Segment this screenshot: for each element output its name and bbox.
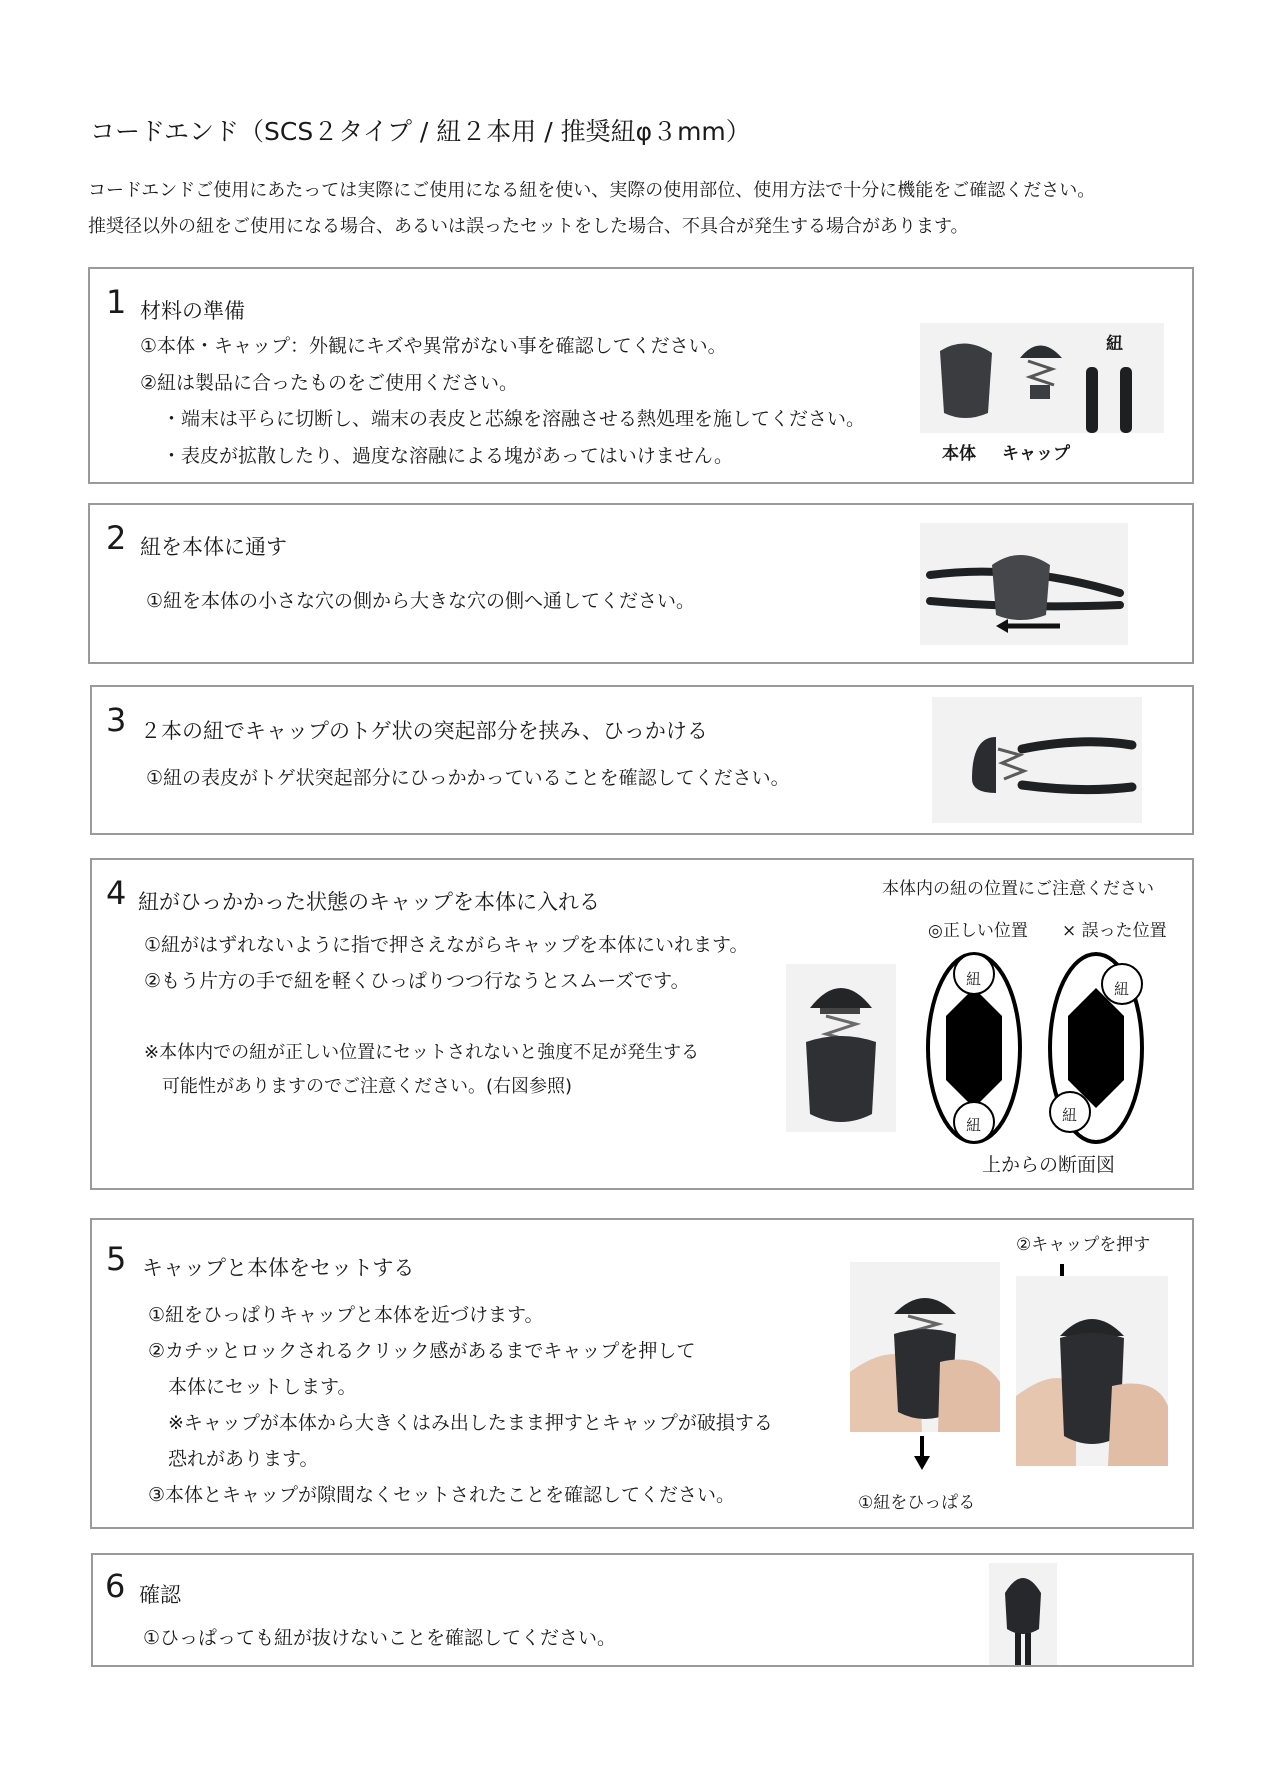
step-6-number: 6 — [105, 1567, 126, 1605]
body-label: 本体 — [942, 444, 976, 464]
step-2-number: 2 — [106, 519, 127, 557]
step-1-line-3: ・端末は平らに切断し、端末の表皮と芯線を溶融させる熱処理を施してください。 — [162, 408, 866, 430]
step-5-line-3: 本体にセットします。 — [168, 1376, 357, 1398]
intro-line-2: 推奨径以外の紐をご使用になる場合、あるいは誤ったセットをした場合、不具合が発生する場合があります。 — [88, 216, 969, 237]
step-1-line-4: ・表皮が拡散したり、過度な溶融による塊があってはいけません。 — [162, 445, 733, 467]
step-5-heading: キャップと本体をセットする — [142, 1256, 415, 1280]
step-1-box — [88, 267, 1194, 484]
step-1-number: 1 — [106, 283, 127, 321]
correct-position-label: ◎正しい位置 — [928, 921, 1028, 941]
step-5-line-1: ①紐をひっぱりキャップと本体を近づけます。 — [148, 1304, 544, 1326]
step-2-heading: 紐を本体に通す — [140, 535, 287, 559]
diagram-note: 本体内の紐の位置にご注意ください — [882, 879, 1154, 899]
cap-label: キャップ — [1002, 444, 1070, 464]
push-cap-label: ②キャップを押す — [1016, 1235, 1151, 1255]
step-2-line-1: ①紐を本体の小さな穴の側から大きな穴の側へ通してください。 — [146, 590, 696, 612]
step-5-number: 5 — [106, 1240, 127, 1278]
step-4-line-1: ①紐がはずれないように指で押さえながらキャップを本体にいれます。 — [144, 934, 749, 956]
step-4-line-2: ②もう片方の手で紐を軽くひっぱりつつ行なうとスムーズです。 — [144, 970, 690, 992]
step-6-heading: 確認 — [139, 1583, 181, 1607]
cord-mark-correct-bottom: 紐 — [966, 1116, 982, 1134]
step-6-line-1: ①ひっぱっても紐が抜けないことを確認してください。 — [143, 1627, 617, 1649]
threading-photo — [920, 523, 1128, 645]
pull-cord-photo — [850, 1262, 1000, 1432]
step-3-line-1: ①紐の表皮がトゲ状突起部分にひっかかっていることを確認してください。 — [146, 767, 790, 789]
step-5-line-4: ※キャップが本体から大きくはみ出したまま押すとキャップが破損する — [168, 1412, 773, 1434]
step-4-note-2: 可能性がありますのでご注意ください。(右図参照) — [162, 1076, 573, 1097]
step-5-box — [90, 1218, 1194, 1529]
step-3-heading: ２本の紐でキャップのトゲ状の突起部分を挟み、ひっかける — [140, 719, 708, 743]
step-3-number: 3 — [106, 701, 127, 739]
step-5-line-6: ③本体とキャップが隙間なくセットされたことを確認してください。 — [148, 1484, 736, 1506]
page-title: コードエンド（SCS２タイプ / 紐２本用 / 推奨紐φ３mm） — [90, 117, 751, 146]
wrong-position-label: × 誤った位置 — [1062, 921, 1167, 941]
cord-mark-wrong-top: 紐 — [1114, 980, 1130, 998]
step-6-box — [91, 1553, 1194, 1667]
cap-hook-photo — [932, 697, 1142, 823]
diagram-caption: 上からの断面図 — [982, 1154, 1116, 1176]
step-1-line-2: ②紐は製品に合ったものをご使用ください。 — [140, 372, 519, 394]
step-5-line-2: ②カチッとロックされるクリック感があるまでキャップを押して — [148, 1340, 696, 1362]
step-2-box — [88, 503, 1194, 664]
cord-label: 紐 — [1106, 334, 1123, 354]
insert-cap-photo — [786, 964, 896, 1132]
step-1-line-1: ①本体・キャップ：外観にキズや異常がない事を確認してください。 — [140, 335, 727, 357]
intro-line-1: コードエンドご使用にあたっては実際にご使用になる紐を使い、実際の使用部位、使用方法で十分に機能をご確認ください。 — [88, 180, 1096, 201]
step-5-line-5: 恐れがあります。 — [168, 1448, 319, 1470]
cord-mark-wrong-bottom: 紐 — [1062, 1106, 1078, 1124]
step-3-box — [90, 685, 1194, 835]
step-4-note-1: ※本体内での紐が正しい位置にセットされないと強度不足が発生する — [144, 1042, 700, 1063]
parts-photo — [920, 323, 1164, 433]
step-4-heading: 紐がひっかかった状態のキャップを本体に入れる — [138, 890, 600, 914]
step-4-box — [90, 858, 1194, 1190]
finished-photo — [989, 1563, 1057, 1665]
cord-mark-correct-top: 紐 — [966, 970, 982, 988]
push-cap-photo — [1016, 1276, 1168, 1466]
pull-arrow-icon — [912, 1436, 932, 1472]
step-4-number: 4 — [106, 874, 127, 912]
pull-cord-label: ①紐をひっぱる — [858, 1493, 976, 1513]
step-1-heading: 材料の準備 — [140, 299, 245, 323]
